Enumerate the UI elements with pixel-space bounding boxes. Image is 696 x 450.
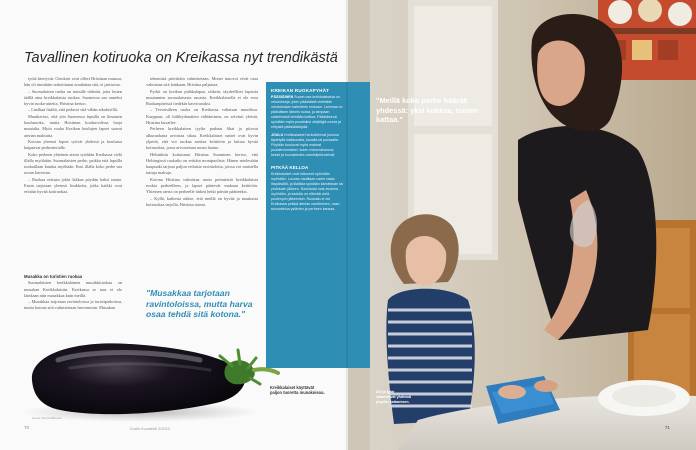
family-cooking-photo — [348, 0, 696, 450]
body-paragraph: Perheen kreikkalaisen tyylin parhaat lihat ja pitovat alkuruokana arvostaa sikaa. Kreikkalaiset naiset ovat hyvin ylpeitä, että voi ruokaa asettaa keittiöön ja laittaa hyvää kotiruokaa, jossa arvostetaan ruoan laatua. — [146, 126, 258, 151]
photo-caption: Kreikkalaiset käyttävät paljon tuoretta munakoisoa. — [270, 385, 325, 396]
sidebar-body: Suurin osa kreikkalaisista on ortodokseja, joten pääsiäistä vietetään ortodoksisen kalenterin mukaan. Lammas on pääsiäisen tärkein ruoka, ja lampaan sisäelimistä tehdään keittoa. Pääsiäisenä syödään myös punaisiksi värjättyjä munia ja erityistä pääsiäisleipää. — [271, 95, 343, 129]
right-page — [348, 0, 696, 450]
sidebar-lead: PÄÄSIÄINEN — [271, 95, 294, 99]
sidebar-heading: PITKÄÄ KELLOA — [271, 165, 309, 170]
info-sidebar — [266, 82, 348, 368]
magazine-issue: Kodin Kuvalehti 2/2012 — [130, 426, 171, 431]
sidebar-text — [271, 95, 343, 130]
sidebar-body: Kreikkalaiset herkuttelevat jouluna täytetyllä kalkkunalla, kanalla tai porsaalla. Pöytään kuuluvat myös makeat joululeivonnaiset, kuten melomakarona-keksit ja kourabiedes-mantelipikkuleivät. — [271, 133, 339, 157]
body-paragraph: Pyrkii on kreikan pidäkalapaa, räikein, täydeelliset lapsista muutamien suomalaisesta ruoasta. Kreikkalaisella ei ole eroa Ruokanpiteissä tiedekin kasviruoaksi. — [146, 88, 258, 107]
body-column-3 — [146, 76, 258, 282]
body-paragraph: – Musakkaa tarjotaan ravintoloissa ja turistipaikoissa, mutta kotona sitä valmistetaan harvemmin. Musakan — [24, 299, 122, 311]
photo-caption: Äiti ja tytär valmistavat yhdessä pöydän kattamisen. — [376, 390, 411, 404]
body-paragraph: Suomalaisten kreikkalainen musakkiruokaa on musakan Kreikkalaisiin. Kreikassa se taas ei ole lainkaan niin musakkaa kuin meillä. — [24, 280, 122, 298]
body-paragraph: Koko perheen yhteinen ateria syödään Kreikassa vielä illalla myöhään. Suomalaisten perhe, paikka että lapsilla ruokaillaan kuinka myöhään. Ensi illalla koko perhe saa ruoan kaverina. — [24, 151, 122, 176]
body-paragraph: Kotona yleensä lapset syövät yhdessä ja koulussa kaipaavat perheaterialle. — [24, 138, 122, 151]
body-paragraph: – Ruokaa otetaan jokin lakkaa pöydän kaksi tuntia. Ensin tarjotaan yleensä lisukkeita, jotka kaikki ovat erittäin hyvää kotiruokaa. — [24, 176, 122, 195]
body-paragraph: – Suomalaisen ruoka on minulle tärkeää, jotta lasten täällä aina kreikkalaisia ruokaa. Suomessa saa onneksi hyvin ruoka-aineita, Hristina kertoo. — [24, 88, 122, 107]
article-title: Tavallinen kotiruoka on Kreikassa nyt trendikästä — [24, 50, 338, 66]
page-number: 70 — [24, 425, 30, 430]
body-paragraph: Helsinkiin kotiutunut Hristina Suominen kertoo, että Helsingissä ruokailu on erittäin monipuolista. Hänen mielestään kaupunki tarjoaa paljon erilaisia ravintoloita, joissa voi maistella tuttuja makuja. — [146, 151, 258, 176]
body-paragraph: Muutkertoo, että yön Suomessa lapsilla on ilmainen kouluruoka, mutta Hristinan kouluroolissa luoja muutalta. Myös ruoka Kreikan koulujen lapset saavat aterian maksutta. — [24, 113, 122, 138]
eggplant-photo — [10, 326, 280, 426]
body-paragraph: – Lindkaa lisältä, että pedasoi sitä vähän aikakivillä. — [28, 107, 118, 113]
page-number: 71 — [664, 425, 670, 430]
body-paragraph: työtä kiertyvät. Ostokset ovat olleet Hristinan maassa; hän oli nimittäin tarkoittanut noudattaa sitä, ei jaettavaa. — [24, 76, 122, 88]
body-paragraph: Kotona Hristina valmistaa usein perinteisiä kreikkalaisia ruokia perheelleen, ja lapset pääsevät mukaan keittiöön. Yhteinen ateria on perheelle tärkeä hetki päivän päätteeksi. — [146, 176, 258, 195]
body-paragraph: tekemistä päivittäin valmistetaan. Monet muovot eivät osaa valmistaa sitä lainkaan, Hristina paljastaa. — [146, 76, 258, 88]
photo-credit: Kuvat: Nina Kahkonen — [32, 416, 62, 420]
body-column-2 — [24, 274, 122, 328]
body-paragraph: – Kyllä, kaikesta näkee, että meillä on hyvää ja maukasta kotiruokaa tarjolla, Hristina toteaa. — [146, 195, 258, 207]
pull-quote: "Meillä koko perhe häärää yhdessä: yksi kokkaa, toinen kattaa." — [376, 96, 478, 125]
section-subheading: Musakka on turistien ruokaa — [24, 274, 83, 279]
sidebar-body: Kreikkalaiset ovat tottuneet syömään myöhään. Lounas nautitaan usein vasta iltapäivällä, ja illallista syödään kahdeksan tai yhdeksän jälkeen. Ravintolat ovat avoinna myöhään, ja kadulla on elämää vielä puolenyön jälkeenkin. Ruokailu ei ole Kreikassa pelkkä aterian nauttiminen, vaan seurustelua ystävien ja perheen kanssa. — [271, 172, 343, 211]
sidebar-lead: JOULU — [271, 133, 284, 137]
sidebar-text — [271, 133, 343, 158]
body-paragraph: – Tervetulleen ruoka on Kreikassa valtaisan muodissa. Karppaus, oli hiilihydraattien välttäminen, on selvästi yleistä, Hristina kuvailee. — [146, 107, 258, 126]
pull-quote: "Musakkaa tarjotaan ravintoloissa, mutta harva osaa tehdä sitä kotona." — [146, 288, 253, 320]
sidebar-heading: KREIKAN RUOKAPYHÄT — [271, 88, 330, 93]
body-column-1 — [24, 76, 122, 268]
